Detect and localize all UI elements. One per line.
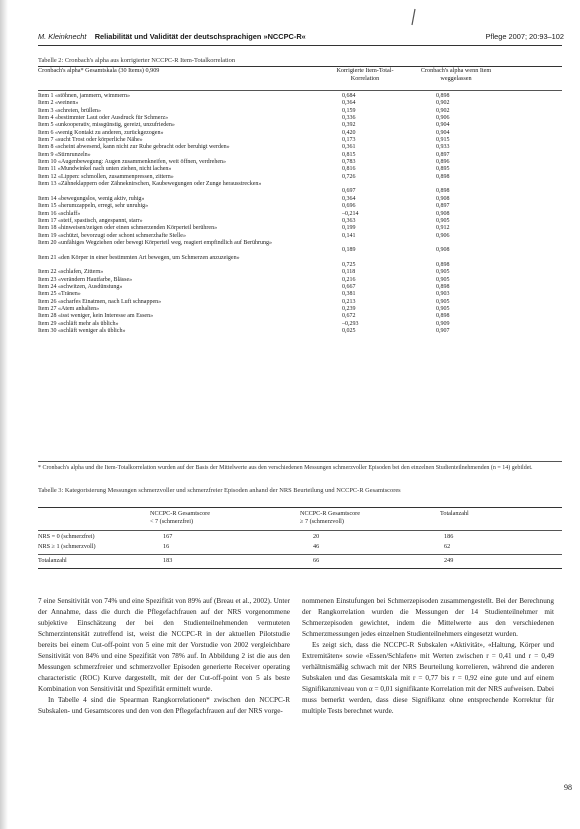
table3-total-label: Totalanzahl xyxy=(38,557,67,564)
table-row xyxy=(38,203,562,210)
table2-item-label: Item 7 «sucht Trost oder körperliche Nähe» xyxy=(38,137,143,144)
table2-alpha-if-deleted: 0,905 xyxy=(436,298,450,305)
table3-header xyxy=(38,510,562,530)
table-row xyxy=(38,196,562,203)
table2-item-total-correlation: 0,783 xyxy=(342,159,356,166)
table2-alpha-if-deleted: 0,908 xyxy=(436,195,450,202)
table2-item-total-correlation: 0,667 xyxy=(342,283,356,290)
table2-alpha-if-deleted: 0,907 xyxy=(436,328,450,334)
table2-item-total-correlation: 0,725 xyxy=(342,261,356,268)
body-paragraph: Es zeigt sich, dass die NCCPC-R Subskalen «Aktivität», «Haltung, Körper und Extremitäten» sowie «Essen/Schlafen» mit Werten zwischen r = 0,41 und r = 0,49 verhältnismäßig schwach mit der NRS Beurteilung korrelieren, während die anderen Subskalen und das Gesamtskala mit r = 0,77 bis r = 0,92 eine gute und auf einem Signifikanzniveau von α = 0,01 signifikante Korrelation mit der NRS aufweisen. Dabei muss bemerkt werden, dass diese Signifikanz ohne entsprechende Korrektur für multiple Tests berechnet wurde. xyxy=(302,641,554,716)
table2-item-total-correlation: 0,684 xyxy=(342,93,356,99)
table2-item-label: Item 19 «schützt, bevorzugt oder schont schmerzhafte Stelle» xyxy=(38,232,186,239)
table3-total-row xyxy=(38,557,562,565)
table2-alpha-if-deleted: 0,905 xyxy=(436,217,450,224)
table3-cell: 167 xyxy=(163,533,173,540)
table2-alpha-if-deleted: 0,904 xyxy=(436,122,450,129)
table2-item-total-correlation: 0,696 xyxy=(342,203,356,210)
body-paragraph: In Tabelle 4 sind die Spearman Rangkorrelationen* zwischen den NCCPC-R Subskalen- und Gesamtscores und den von den Pflegefachfrauen auf der NRS vorge- xyxy=(38,696,290,716)
table-row xyxy=(38,269,562,276)
table2-alpha-if-deleted: 0,912 xyxy=(436,225,450,232)
table2-item-label: Item 17 «steif, spastisch, angespannt, starr» xyxy=(38,217,143,224)
table2-alpha-if-deleted: 0,905 xyxy=(436,269,450,276)
table2-item-total-correlation: 0,239 xyxy=(342,305,356,312)
table3-top-rule xyxy=(38,507,562,508)
table2-item-total-correlation: 0,025 xyxy=(342,328,356,334)
table2-item-label: Item 13 «Zähneklappern oder Zähneknirschen, Kaubewegungen oder Zunge herausstrecken» xyxy=(38,181,262,188)
table2-item-label: Item 11 «Mundwinkel nach unten ziehen, nicht lachen» xyxy=(38,166,172,173)
table2-item-label: Item 28 «isst weniger, kein Interesse am Essen» xyxy=(38,313,154,320)
table2-item-total-correlation: 0,173 xyxy=(342,137,356,144)
table2-item-total-correlation: 0,361 xyxy=(342,144,356,151)
table2-alpha-if-deleted: 0,905 xyxy=(436,276,450,283)
table2-item-label: Item 22 «schlafen, Zittern» xyxy=(38,269,104,276)
table-row xyxy=(38,255,562,270)
table2-alpha-if-deleted: 0,905 xyxy=(436,305,450,312)
table2-head-rule xyxy=(38,90,562,91)
table3-cell: 46 xyxy=(313,543,320,550)
table2-item-label: Item 21 «den Körper in einer bestimmten Art bewegen, um Schmerzen anzuzeigen» xyxy=(38,254,240,261)
table2-alpha-if-deleted: 0,904 xyxy=(436,129,450,136)
table3-cell: 186 xyxy=(444,533,454,540)
table3-head-c2a: NCCPC-R Gesamtscore xyxy=(150,510,210,517)
table2-item-label: Item 29 «schläft mehr als üblich» xyxy=(38,320,119,327)
table2-alpha-if-deleted: 0,898 xyxy=(436,173,450,180)
table-row xyxy=(38,174,562,181)
table2-item-total-correlation: 0,216 xyxy=(342,276,356,283)
table-row xyxy=(38,277,562,284)
table2-item-label: Item 6 «wenig Kontakt zu anderen, zurückgezogen» xyxy=(38,129,164,136)
table2-item-label: Item 5 «unkooperativ, missgünstig, gereizt, unzufrieden» xyxy=(38,122,175,129)
table2-item-total-correlation: 0,816 xyxy=(342,166,356,173)
header-journal: Pflege 2007; 20:93–102 xyxy=(485,32,564,41)
table2-item-label: Item 4 «bestimmter Laut oder Ausdruck für Schmerz» xyxy=(38,115,169,122)
table-row xyxy=(38,108,562,115)
table-row xyxy=(38,211,562,218)
table3-head-c3a: NCCPC-R Gesamtscore xyxy=(300,510,360,517)
body-paragraph: 7 eine Sensitivität von 74% und eine Spezifität von 89% auf (Breau et al., 2002). Unter der Annahme, dass die durch die Pflegefachfrauen auf der NRS vorgenommene subjektive Einschätzung der bei den Studienteilnehmenden vermuteten Schmerzintensität zutreffend ist, weist die NCCPC-R in der aktuellen Pilotstudie bereits bei einem Cut-off-point von 5 eine mit der Vorstudie von 2002 vergleichbare Sensitivität von 84% und eine Spezifität von 78% auf. In Abbildung 2 ist die aus den Messungen schmerzfreier und schmerzvoller Episoden generierte Receiver operating characteristic (ROC) Kurve dargestellt, mit der der Cut-off-point von 5 als beste Kombination von Sensitivität und Spezifität ermittelt wurde. xyxy=(38,597,290,694)
table3-cell: 20 xyxy=(313,533,320,540)
table3-head-rule xyxy=(38,530,562,531)
table2-item-label: Item 1 «stöhnen, jammern, wimmern» xyxy=(38,93,130,99)
table2-item-total-correlation: 0,199 xyxy=(342,225,356,232)
table2-item-label: Item 16 «schlaff» xyxy=(38,210,81,217)
table2-alpha-if-deleted: 0,909 xyxy=(436,320,450,327)
table2-header xyxy=(38,67,562,87)
table3-total-rule xyxy=(38,554,562,555)
page-number: 98 xyxy=(564,783,572,792)
table2-caption: Tabelle 2: Cronbach's alpha aus korrigierter NCCPC-R Item-Totalkorrelation xyxy=(38,57,236,64)
table2-item-total-correlation: 0,118 xyxy=(342,269,356,276)
table2-bottom-rule xyxy=(38,461,562,462)
table2-item-label: Item 20 «unfähiges Wegziehen oder bewegt Körperteil weg, reagiert empfindlich auf Berührung» xyxy=(38,239,272,246)
table2-item-label: Item 23 «verändern Hautfarbe, Blässe» xyxy=(38,276,133,283)
pen-mark xyxy=(408,8,418,26)
table-row xyxy=(38,291,562,298)
table-row xyxy=(38,321,562,328)
table2-item-total-correlation: 0,392 xyxy=(342,122,356,129)
table-row xyxy=(38,225,562,232)
table-row xyxy=(38,233,562,240)
table2-item-label: Item 27 «Atem anhalten» xyxy=(38,305,100,312)
table3-head-c4: Totalanzahl xyxy=(440,510,469,517)
table3-head-c3b: ≥ 7 (schmerzvoll) xyxy=(300,518,344,525)
table2-item-label: Item 14 «bewegungslos, wenig aktiv, ruhig» xyxy=(38,195,145,202)
table2-alpha-if-deleted: 0,897 xyxy=(436,203,450,210)
table2-item-label: Item 3 «schreien, brüllen» xyxy=(38,107,101,114)
table2-alpha-if-deleted: 0,898 xyxy=(436,188,450,195)
table2-alpha-if-deleted: 0,908 xyxy=(436,247,450,254)
table3-caption: Tabelle 3: Kategorisierung Messungen schmerzvoller und schmerzfreier Episoden anhand der NRS Beurteilung und NCCPC-R Gesamtscores xyxy=(38,487,401,494)
table-row xyxy=(38,240,562,255)
table2-item-total-correlation: 0,213 xyxy=(342,298,356,305)
table2-item-total-correlation: 0,815 xyxy=(342,151,356,158)
body-column-right xyxy=(302,596,554,718)
table2-item-label: Item 8 «scheint abwesend, kann nicht zur Ruhe gebracht oder beruhigt werden» xyxy=(38,144,230,151)
body-paragraph: nommenen Einstufungen bei Schmerzepisoden zusammengestellt. Bei der Berechnung der Rangkorrelation wurden die Messungen der 14 Studienteilnehmer mit Schmerzepisoden gewichtet, indem die Mittelwerte aus den verschiedenen Schmerzmessungen jedes einzelnen Studienteilnehmers eingesetzt wurden. xyxy=(302,597,554,639)
table-row xyxy=(38,93,562,100)
table-row xyxy=(38,313,562,320)
table2-item-total-correlation: 0,697 xyxy=(342,188,356,195)
table-row xyxy=(38,144,562,151)
table2-head-left: Cronbach's alpha* Gesamtskala (30 Items) 0,909 xyxy=(38,67,160,74)
table2-item-total-correlation: 0,159 xyxy=(342,107,356,114)
table3-row-label: NRS = 0 (schmerzfrei) xyxy=(38,533,95,540)
table2-footnote: * Cronbach's alpha und die Item-Totalkorrelation wurden auf der Basis der Mittelwerte aus den verschiedenen Messungen schmerzvoller Episoden bei den einzelnen Studienteilnehmenden (n = 14) gebildet. xyxy=(38,465,533,471)
table-row xyxy=(38,299,562,306)
table2-item-label: Item 12 «Lippen: schmollen, zusammenpressen, zittern» xyxy=(38,173,174,180)
table2-item-total-correlation: 0,364 xyxy=(342,195,356,202)
table2-item-total-correlation: 0,381 xyxy=(342,291,356,298)
table2-item-total-correlation: 0,420 xyxy=(342,129,356,136)
table2-item-label: Item 15 «herumzappeln, erregt, sehr unruhig» xyxy=(38,203,149,210)
table2-item-total-correlation: 0,141 xyxy=(342,232,356,239)
table-row xyxy=(38,122,562,129)
table2-alpha-if-deleted: 0,895 xyxy=(436,166,450,173)
table-row xyxy=(38,137,562,144)
table2-alpha-if-deleted: 0,908 xyxy=(436,210,450,217)
table2-alpha-if-deleted: 0,903 xyxy=(436,291,450,298)
table-row xyxy=(38,284,562,291)
running-header xyxy=(38,31,564,43)
scan-edge-shadow xyxy=(0,0,8,829)
table2-item-label: Item 24 «schwitzen, Ausdünstung» xyxy=(38,283,123,290)
table2-alpha-if-deleted: 0,906 xyxy=(436,115,450,122)
table2-item-label: Item 30 «schläft weniger als üblich» xyxy=(38,328,126,334)
table2-item-label: Item 2 «weinen» xyxy=(38,100,79,107)
table2-item-label: Item 10 «Augenbewegung: Augen zusammenkneifen, weit öffnen, verdrehen» xyxy=(38,159,226,166)
table2-alpha-if-deleted: 0,898 xyxy=(436,93,450,99)
table2-alpha-if-deleted: 0,906 xyxy=(436,232,450,239)
table2-alpha-if-deleted: 0,902 xyxy=(436,100,450,107)
table2-alpha-if-deleted: 0,897 xyxy=(436,151,450,158)
table3-cell: 66 xyxy=(313,557,320,564)
table2-item-total-correlation: –0,293 xyxy=(342,320,359,327)
table2-item-label: Item 18 «hinweisen/zeigen oder einen schmerzenden Körperteil berühren» xyxy=(38,225,218,232)
table2-item-total-correlation: –0,214 xyxy=(342,210,359,217)
table2-body xyxy=(38,93,562,335)
table-row xyxy=(38,306,562,313)
table-row xyxy=(38,543,562,551)
header-author: M. Kleinknecht xyxy=(38,32,87,41)
table2-item-total-correlation: 0,363 xyxy=(342,217,356,224)
table2-alpha-if-deleted: 0,898 xyxy=(436,261,450,268)
table-row xyxy=(38,166,562,173)
table-row xyxy=(38,100,562,107)
header-title: Reliabilität und Validität der deutschsprachigen »NCCPC-R« xyxy=(94,32,306,41)
table2-item-label: Item 25 «Tränen» xyxy=(38,291,81,298)
table2-head-right: Cronbach's alpha wenn Item weggelassen xyxy=(420,67,492,82)
table2-alpha-if-deleted: 0,915 xyxy=(436,137,450,144)
table2-head-mid: Korrigierte Item-Total-Korrelation xyxy=(336,67,394,82)
table2-alpha-if-deleted: 0,933 xyxy=(436,144,450,151)
table-row xyxy=(38,130,562,137)
table-row xyxy=(38,159,562,166)
table2-item-total-correlation: 0,672 xyxy=(342,313,356,320)
body-column-left xyxy=(38,596,290,718)
table-row xyxy=(38,181,562,196)
table3-cell: 249 xyxy=(444,557,454,564)
table3-cell: 62 xyxy=(444,543,451,550)
table2-item-total-correlation: 0,726 xyxy=(342,173,356,180)
table3-bottom-rule xyxy=(38,568,562,569)
table2-alpha-if-deleted: 0,902 xyxy=(436,107,450,114)
table2-alpha-if-deleted: 0,896 xyxy=(436,159,450,166)
table-row xyxy=(38,328,562,335)
table2-alpha-if-deleted: 0,898 xyxy=(436,313,450,320)
table-row xyxy=(38,152,562,159)
table2-item-total-correlation: 0,189 xyxy=(342,247,356,254)
table-row xyxy=(38,533,562,541)
table2-item-total-correlation: 0,364 xyxy=(342,100,356,107)
table-row xyxy=(38,218,562,225)
header-rule xyxy=(38,45,562,46)
table2-item-label: Item 26 «scharfes Einatmen, nach Luft schnappen» xyxy=(38,298,162,305)
table3-cell: 16 xyxy=(163,543,170,550)
table3-head-c2b: < 7 (schmerzfrei) xyxy=(150,518,193,525)
table2-item-label: Item 9 «Stirnrunzeln» xyxy=(38,151,91,158)
table3-row-label: NRS ≥ 1 (schmerzvoll) xyxy=(38,543,96,550)
table3-cell: 183 xyxy=(163,557,173,564)
table2-alpha-if-deleted: 0,898 xyxy=(436,283,450,290)
table2-item-total-correlation: 0,336 xyxy=(342,115,356,122)
